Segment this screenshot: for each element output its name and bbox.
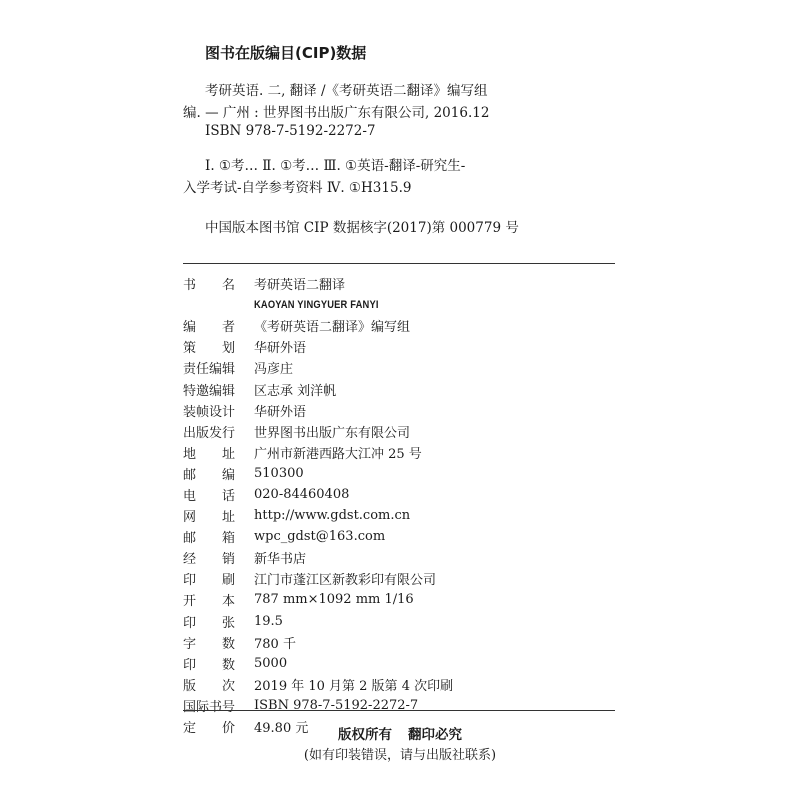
cip-subject-line-2: 入学考试-自学参考资料 Ⅳ. ①H315.9 [183,180,412,196]
detail-row [183,336,615,357]
detail-label [183,506,235,525]
detail-label-char: 编 [221,467,235,483]
detail-label-char: 址 [221,446,235,462]
detail-label-char: 数 [221,657,235,673]
detail-label-text: 国际书号 [183,699,236,715]
detail-label [183,358,235,377]
detail-value [254,297,401,312]
detail-label [183,590,235,609]
detail-label-char: 次 [221,678,235,694]
detail-label-char: 邮 [183,531,197,547]
detail-row [183,378,615,399]
detail-label-char: 数 [221,636,235,652]
detail-label-char: 定 [183,721,197,737]
detail-row [183,505,615,526]
detail-row [183,589,615,610]
cip-subject-line-1: Ⅰ. ①考… Ⅱ. ①考… Ⅲ. ①英语-翻译-研究生- [205,158,466,174]
detail-value: 华研外语 [254,404,307,420]
detail-label [183,464,235,483]
detail-label-text: 特邀编辑 [183,383,236,399]
copyright-notice [0,723,800,743]
detail-label [183,569,235,588]
detail-value: 《考研英语二翻译》编写组 [254,320,411,336]
rights-reserved: 版权所有 [338,727,392,743]
publication-details [183,273,615,737]
detail-value: 考研英语二翻译 [254,278,346,294]
detail-label-char: 话 [221,488,235,504]
detail-label-char: 书 [183,278,197,294]
detail-value: 020-84460408 [254,486,350,502]
detail-label [183,316,235,335]
detail-row [183,632,615,653]
detail-row [183,653,615,674]
detail-label-char: 价 [221,721,235,737]
detail-label [183,401,235,420]
detail-label-char: 网 [183,510,197,526]
detail-value: 19.5 [254,613,283,629]
detail-value: 冯彦庄 [254,362,294,378]
detail-row [183,484,615,505]
cip-entry-line-1: 考研英语. 二, 翻译 /《考研英语二翻译》编写组 [205,83,488,99]
detail-label [183,675,235,694]
detail-label [183,422,235,441]
detail-value: 广州市新港西路大江冲 25 号 [254,446,422,462]
printing-error-note: (如有印装错误，请与出版社联系) [303,748,497,763]
detail-label-char: 经 [183,552,197,568]
detail-value-pinyin: KAOYAN YINGYUER FANYI [254,299,379,312]
detail-label [183,337,235,356]
detail-row [183,568,615,589]
detail-label [183,527,235,546]
detail-label [183,443,235,462]
detail-row [183,526,615,547]
bottom-divider [183,710,615,711]
cip-entry-line-2: 编. — 广州 : 世界图书出版广东有限公司, 2016.12 [183,105,490,121]
detail-label-char: 销 [221,552,235,568]
detail-label-text: 出版发行 [183,425,236,441]
detail-value: ISBN 978-7-5192-2272-7 [254,697,419,713]
detail-label [183,548,235,567]
detail-row [183,611,615,632]
detail-value: 5000 [254,655,288,671]
detail-value: 江门市蓬江区新教彩印有限公司 [254,573,437,589]
detail-label-char: 策 [183,341,197,357]
detail-row [183,674,615,695]
detail-label-char: 电 [183,488,197,504]
detail-label [183,380,235,399]
detail-label-char: 版 [183,678,197,694]
detail-label [183,633,235,652]
detail-row [183,463,615,484]
detail-value: 2019 年 10 月第 2 版第 4 次印刷 [254,678,454,694]
detail-label [183,612,235,631]
cip-isbn-line: ISBN 978-7-5192-2272-7 [205,123,376,139]
cip-title: 图书在版编目(CIP)数据 [205,44,367,62]
detail-value: 49.80 元 [254,721,309,737]
detail-label-text: 装帧设计 [183,404,236,420]
detail-value: 787 mm×1092 mm 1/16 [254,592,414,608]
detail-label-char: 字 [183,636,197,652]
detail-label [183,274,235,293]
detail-row [183,400,615,421]
detail-label-char: 张 [221,615,235,631]
detail-row [183,273,615,294]
detail-value: 510300 [254,465,304,481]
detail-row [183,547,615,568]
detail-label [183,654,235,673]
detail-label-char: 地 [183,446,197,462]
detail-value: 新华书店 [254,552,307,568]
detail-value: 780 千 [254,636,296,652]
detail-row [183,315,615,336]
detail-value: 世界图书出版广东有限公司 [254,425,411,441]
detail-label-char: 划 [221,341,235,357]
detail-value: 区志承 刘洋帆 [254,383,337,399]
detail-label-char: 本 [221,594,235,610]
detail-label-char: 刷 [221,573,235,589]
piracy-prohibited: 翻印必究 [408,727,462,743]
detail-row [183,442,615,463]
detail-label-text: 责任编辑 [183,362,236,378]
detail-value: wpc_gdst@163.com [254,529,386,545]
detail-label-char: 者 [221,320,235,336]
detail-label-char: 址 [221,510,235,526]
detail-label-char: 印 [183,573,197,589]
detail-row [183,357,615,378]
detail-value: http://www.gdst.com.cn [254,508,411,524]
detail-row [183,421,615,442]
cip-data-number: 中国版本图书馆 CIP 数据核字(2017)第 000779 号 [205,220,519,236]
detail-row [183,695,615,716]
detail-label-char: 名 [221,278,235,294]
top-divider [183,263,615,264]
detail-label [183,485,235,504]
detail-label-char: 印 [183,657,197,673]
detail-label [183,696,235,715]
detail-label-char: 开 [183,594,197,610]
detail-label-char: 箱 [221,531,235,547]
detail-label-char: 邮 [183,467,197,483]
detail-label-char: 编 [183,320,197,336]
detail-value: 华研外语 [254,341,307,357]
detail-label-char: 印 [183,615,197,631]
detail-row [183,294,615,315]
